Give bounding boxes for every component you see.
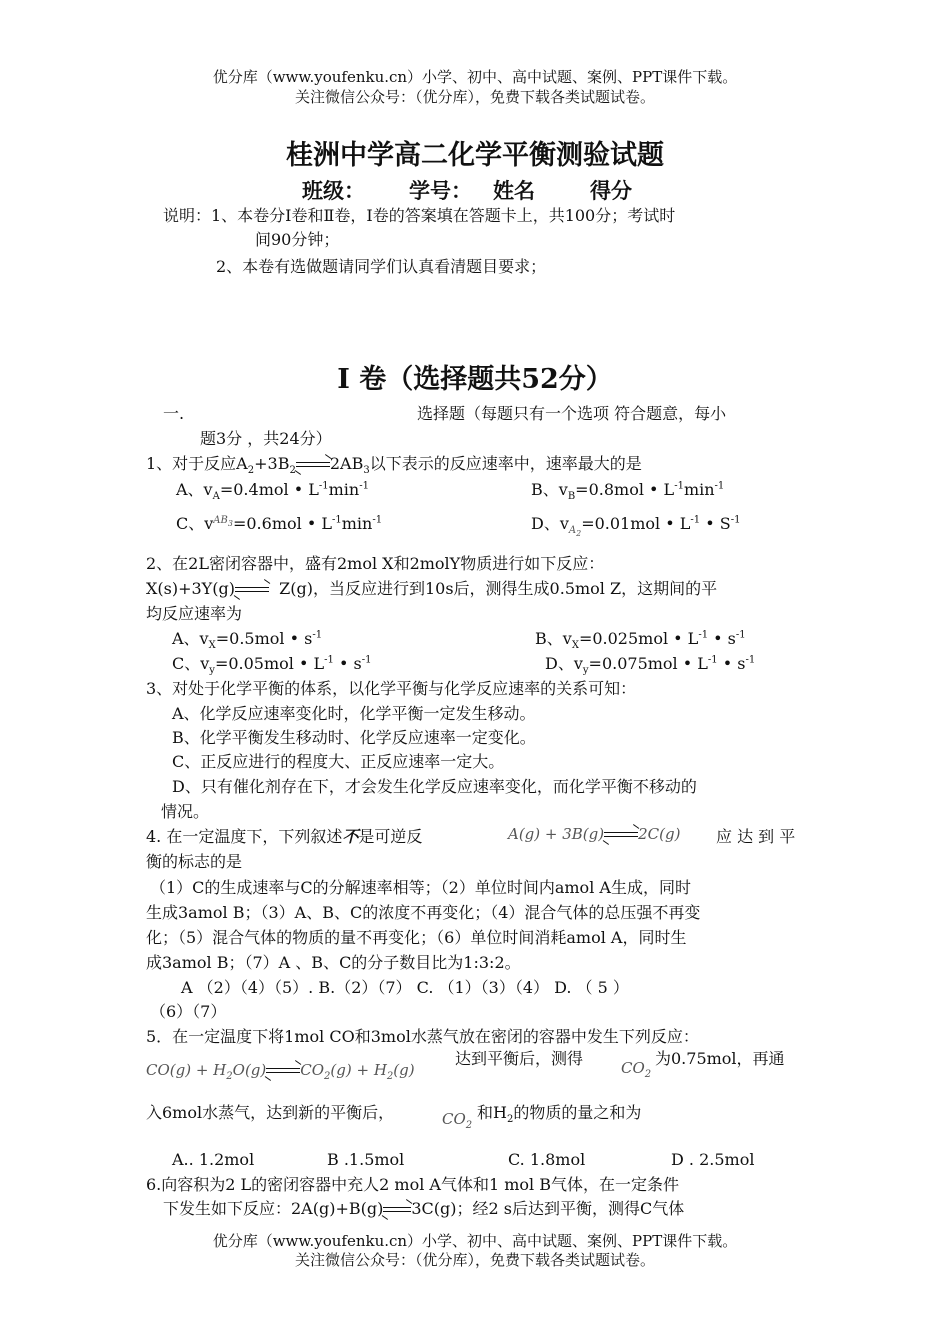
equilibrium-arrow-icon [235,585,269,595]
page-footer-line1: 优分库（www.youfenku.cn）小学、初中、高中试题、案例、PPT课件下载。 [212,1232,738,1250]
q5-option-d: D . 2.5mol [671,1150,755,1169]
q3-option-a: A、化学反应速率变化时，化学平衡一定发生移动。 [172,704,536,723]
q4-item-line1: （1）C的生成速率与C的分解速率相等；（2）单位时间内amol A生成，同时 [150,878,691,897]
q2-line1: 2、在2L密闭容器中，盛有2mol X和2molY物质进行如下反应： [146,554,605,573]
q1-option-c: C、$v^{AB_3}=0.6mol$ • $L^{-1}\min^{-1}$ [176,514,383,533]
q4-stem: 4. 在一定温度下，下列叙述不是可逆反 [146,827,423,846]
q5-equation: $CO(g) + H_2O(g)$ $CO_2(g) + H_2(g)$ [146,1061,415,1082]
class-label: 班级： [302,178,365,203]
q2-line3: 均反应速率为 [146,604,243,623]
q6-line1: 6.向容积为2 L的密闭容器中充人2 mol A气体和1 mol B气体，在一定条件 [146,1175,680,1194]
q2-option-d: D、$v_y=0.075mol$ • $L^{-1}$ • $s^{-1}$ [545,654,756,677]
q4-stem-c: 应 达 到 平 [716,827,796,846]
q5-line2: 入6mol水蒸气，达到新的平衡后， [146,1103,395,1122]
q1-stem: 1、对于反应$A_2+3B_2$ $2AB_3$以下表示的反应速率中，速率最大的是 [146,454,642,477]
q1-option-a: A、$v_A=0.4mol$ • $L^{-1}\min^{-1}$ [176,480,369,503]
q4-item-line4: 成3amol B；（7）A 、B、C的分子数目比为1:3:2。 [146,953,521,972]
name-label: 姓名 [493,178,535,203]
q5-stem: 5．在一定温度下将1mol CO和3mol水蒸气放在密闭的容器中发生下列反应： [146,1027,699,1046]
equilibrium-arrow-icon [266,1066,300,1076]
note-1a: 说明：1、本卷分Ⅰ卷和Ⅱ卷，Ⅰ卷的答案填在答题卡上，共100分；考试时 [163,206,676,225]
part-one-text-b: 题3分 ，共24分） [200,429,332,448]
equilibrium-arrow-icon [604,830,638,840]
q4-item-line3: 化；（5）混合气体的物质的量不再变化；（6）单位时间消耗amol A，同时生 [146,928,687,947]
q4-options-a: A （2）（4）（5）. B.（2）（7） C. （1）（3）（4） D. （ 5 ） [181,978,629,997]
q4-stem-d: 衡的标志的是 [146,852,243,871]
section-title: Ⅰ 卷（选择题共52分） [337,364,613,395]
page-title: 桂洲中学高二化学平衡测验试题 [286,140,664,171]
q5-co2-1: $CO_2$ [621,1059,652,1080]
equilibrium-arrow-icon [383,1205,411,1215]
part-one-text-a: 选择题（每题只有一个选项 符合题意，每小 [417,404,727,423]
q3-option-b: B、化学平衡发生移动时、化学反应速率一定变化。 [172,728,536,747]
q2-option-c: C、$v_y=0.05mol$ • $L^{-1}$ • $s^{-1}$ [172,654,372,677]
q1-option-d: D、$v_{A_2}=0.01mol$ • $L^{-1}$ • $S^{-1}$ [531,514,741,539]
q2-line2: X(s)+3Y(g) Z(g)，当反应进行到10s后，测得生成0.5mol Z，这期间的平 [146,579,718,598]
q5-mid-b: 为0.75mol，再通 [655,1049,785,1068]
q3-option-d-a: D、只有催化剂存在下，才会发生化学反应速率变化，而化学平衡不移动的 [172,777,697,796]
q5-co2-2: $CO_2$ [442,1110,473,1131]
q3-option-d-b: 情况。 [161,802,210,821]
q5-mid-a: 达到平衡后，测得 [455,1049,584,1068]
equilibrium-arrow-icon [296,460,330,470]
q6-line2: 下发生如下反应：2A(g)+B(g) 3C(g)；经2 s后达到平衡，测得C气体 [163,1199,685,1218]
q3-option-c: C、正反应进行的程度大、正反应速率一定大。 [172,752,505,771]
q4-options-b: （6）（7） [150,1002,227,1021]
note-1b: 间90分钟； [255,230,340,249]
page-header-line1: 优分库（www.youfenku.cn）小学、初中、高中试题、案例、PPT课件下载。 [212,68,738,86]
score-label: 得分 [590,178,632,203]
part-one-number: 一. [163,404,185,423]
q5-option-a: A.. 1.2mol [172,1150,255,1169]
page-footer-line2: 关注微信公众号：（优分库），免费下载各类试题试卷。 [294,1251,655,1269]
q1-option-b: B、$v_B=0.8mol$ • $L^{-1}\min^{-1}$ [531,480,725,503]
note-2: 2、本卷有选做题请同学们认真看清题目要求； [216,257,547,276]
q5-option-b: B .1.5mol [327,1150,405,1169]
number-label: 学号： [409,178,472,203]
q5-option-c: C. 1.8mol [508,1150,586,1169]
q2-option-b: B、$v_X=0.025mol$ • $L^{-1}$ • $s^{-1}$ [535,629,746,652]
q4-equation: A(g) + 3B(g) 2C(g) [508,825,681,843]
page-header-line2: 关注微信公众号：（优分库），免费下载各类试题试卷。 [294,88,655,106]
q5-line2-end: 和$H_2$的物质的量之和为 [477,1103,642,1126]
q2-option-a: A、$v_X=0.5mol$ • $s^{-1}$ [172,629,323,652]
q3-stem: 3、对处于化学平衡的体系，以化学平衡与化学反应速率的关系可知： [146,679,637,698]
q4-item-line2: 生成3amol B；（3）A、B、C的浓度不再变化；（4）混合气体的总压强不再变 [146,903,701,922]
